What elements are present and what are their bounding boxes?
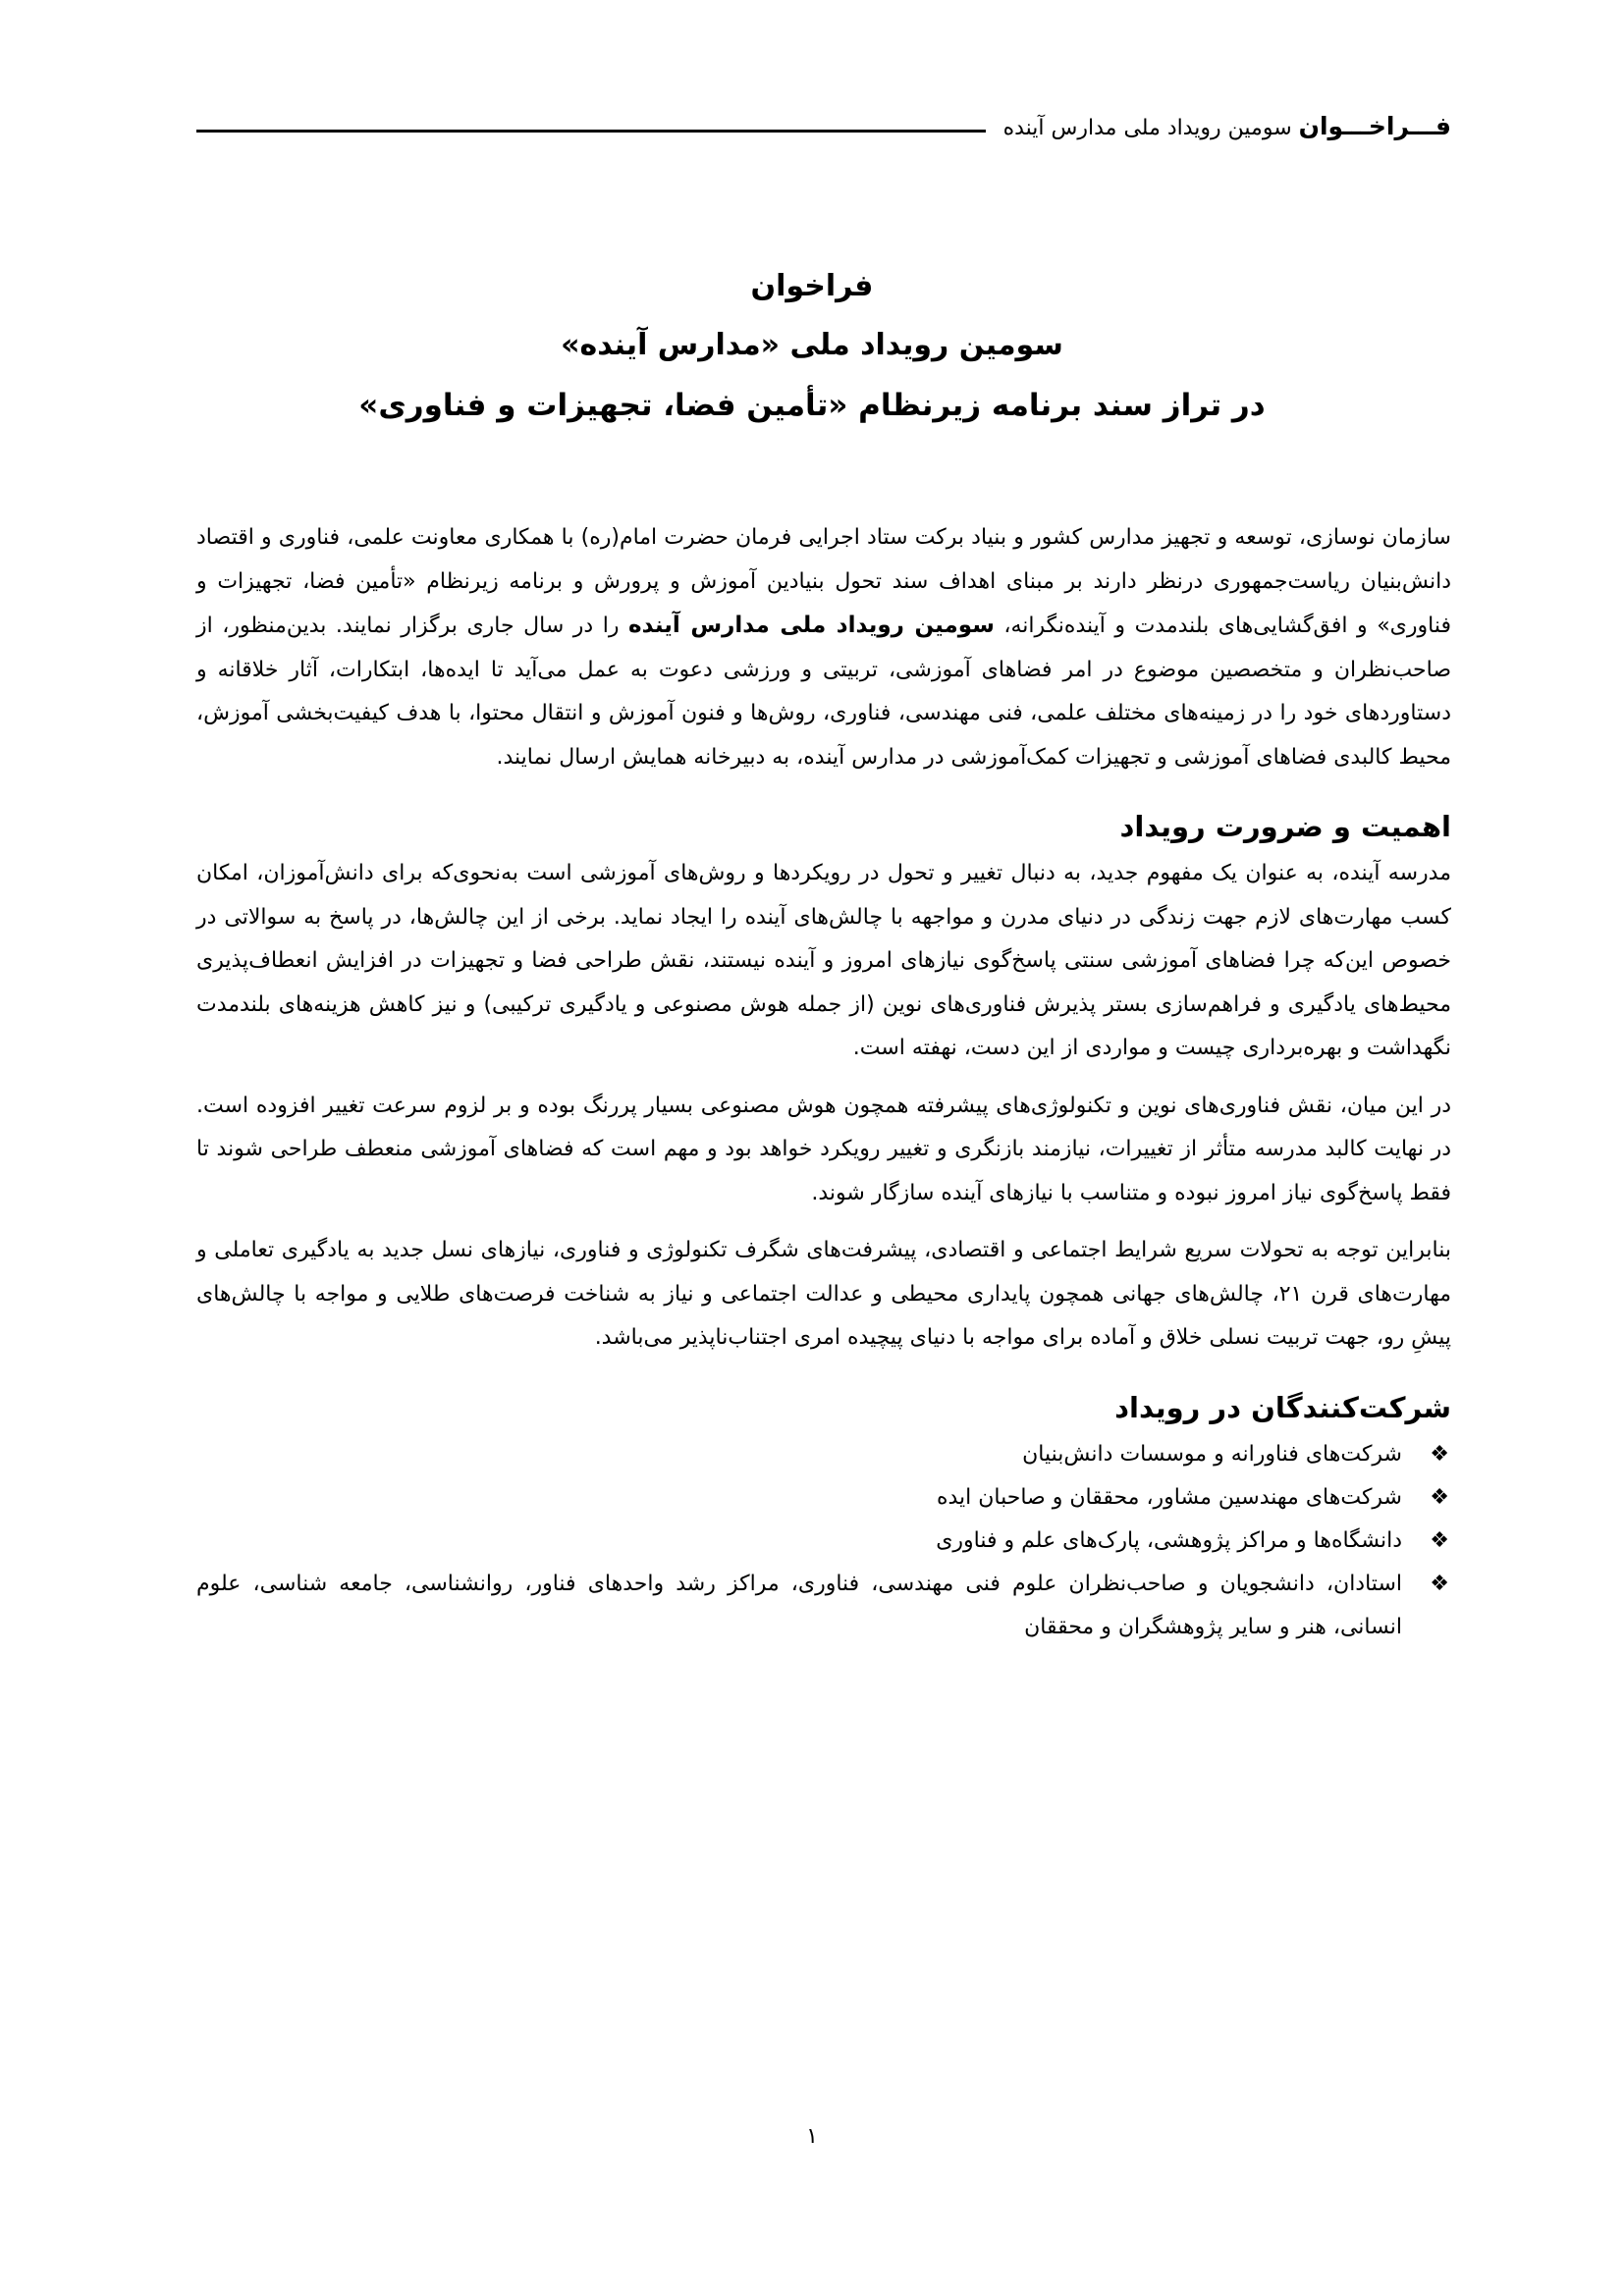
list-item — [196, 1563, 1451, 1649]
running-header-subtitle: سومین رویداد ملی مدارس آینده — [1002, 115, 1292, 140]
intro-text-part2: را در سال جاری برگزار نمایند. بدین‌منظور، از صاحب‌نظران و متخصصین موضوع در امر فضاهای آموزشی، تربیتی و ورزشی دعوت به عمل می‌آید تا ایده‌ها، ابتکارات، آثار خلاقانه و دستاوردهای خود را در زمینه‌های مختلف علمی، فنی مهندسی، فناوری، روش‌ها و فنون آموزش و انتقال محتوا، با هدف کیفیت‌بخشی آموزش، محیط کالبدی فضاهای آموزشی و تجهیزات کمک‌آموزشی در مدارس آینده، به دبیرخانه همایش ارسال نمایند. — [196, 614, 1451, 770]
running-header-label: فـــراخـــوان — [1298, 111, 1451, 140]
list-item-text: دانشگاه‌ها و مراکز پژوهشی، پارک‌های علم و فناوری — [936, 1527, 1402, 1553]
intro-text-part1: سازمان نوسازی، توسعه و تجهیز مدارس کشور و بنیاد برکت ستاد اجرایی فرمان حضرت امام(ره) با همکاری معاونت علمی، فناوری و اقتصاد دانش‌بنیان ریاست‌جمهوری درنظر دارند بر مبنای اهداف سند تحول بنیادین آموزش و پرورش و برنامه زیرنظام «تأمین فضا، تجهیزات و فناوری» و افق‌گشایی‌های بلندمدت و آینده‌نگرانه، — [196, 525, 1452, 638]
importance-paragraph-2: در این میان، نقش فناوری‌های نوین و تکنولوژی‌های پیشرفته همچون هوش مصنوعی بسیار پررنگ بوده و بر لزوم سرعت تغییر افزوده است. در نهایت کالبد مدرسه متأثر از تغییرات، نیازمند بازنگری و تغییر رویکرد خواهد بود و مهم است که فضاهای آموزشی منعطف طراحی شوند تا فقط پاسخ‌گوی نیاز امروز نبوده و متناسب با نیازهای آینده سازگار شوند. — [196, 1093, 1451, 1205]
title-subsystem: در تراز سند برنامه زیرنظام «تأمین فضا، تجهیزات و فناوری» — [358, 388, 1266, 423]
main-content — [196, 516, 1451, 1649]
page-number: ۱ — [806, 2124, 818, 2149]
importance-paragraph-1: مدرسه آینده، به عنوان یک مفهوم جدید، به دنبال تغییر و تحول در رویکردها و روش‌های آموزشی است به‌نحوی‌که برای دانش‌آموزان، امکان کسب مهارت‌های لازم جهت زندگی در دنیای مدرن و مواجهه با چالش‌های آینده را ایجاد نماید. برخی از این چالش‌ها، در پاسخ به سوالاتی در خصوص این‌که چرا فضاهای آموزشی سنتی پاسخ‌گوی نیازهای امروز و آینده نیستند، نقش طراحی فضا و تجهیزات در افزایش انعطاف‌پذیری محیط‌های یادگیری و فراهم‌سازی بستر پذیرش فناوری‌های نوین (از جمله هوش مصنوعی و یادگیری ترکیبی) و نیز کاهش هزینه‌های بلندمدت نگهداشت و بهره‌برداری چیست و مواردی از این دست، نهفته است. — [196, 861, 1451, 1060]
list-item-text: شرکت‌های مهندسین مشاور، محققان و صاحبان ایده — [936, 1484, 1402, 1510]
running-header-text — [986, 112, 1451, 140]
running-header — [196, 106, 1451, 145]
list-item — [196, 1520, 1451, 1563]
participants-list — [196, 1433, 1451, 1649]
title-call: فراخوان — [750, 269, 874, 303]
diamond-bullet-icon: ❖ — [1430, 1571, 1449, 1596]
diamond-bullet-icon: ❖ — [1430, 1441, 1449, 1467]
intro-paragraph — [196, 516, 1451, 779]
list-item — [196, 1433, 1451, 1476]
intro-event-name-bold: سومین رویداد ملی مدارس آینده — [628, 613, 995, 638]
list-item-text: شرکت‌های فناورانه و موسسات دانش‌بنیان — [1022, 1441, 1402, 1467]
title-event-name: سومین رویداد ملی «مدارس آینده» — [561, 328, 1063, 362]
diamond-bullet-icon: ❖ — [1430, 1484, 1449, 1510]
list-item-text: استادان، دانشجویان و صاحب‌نظران علوم فنی مهندسی، فناوری، مراکز رشد واحدهای فناور، روانشناسی، جامعه شناسی، علوم انسانی، هنر و سایر پژوهشگران و محققان — [196, 1571, 1402, 1639]
list-item — [196, 1476, 1451, 1520]
section-heading-importance: اهمیت و ضرورت رویداد — [1119, 810, 1451, 843]
importance-paragraph-3: بنابراین توجه به تحولات سریع شرایط اجتماعی و اقتصادی، پیشرفت‌های شگرف تکنولوژی و فناوری، نیازهای نسل جدید به یادگیری تعاملی و مهارت‌های قرن ۲۱، چالش‌های جهانی همچون پایداری محیطی و عدالت اجتماعی و نیاز به شناخت فرصت‌های طلایی و مواجه با چالش‌های پیشِ رو، جهت تربیت نسلی خلاق و آماده برای مواجه با دنیای پیچیده امری اجتناب‌ناپذیر می‌باشد. — [196, 1238, 1451, 1350]
header-rule — [196, 130, 986, 133]
section-heading-participants: شرکت‌کنندگان در رویداد — [1114, 1390, 1451, 1424]
title-block — [196, 257, 1428, 436]
diamond-bullet-icon: ❖ — [1430, 1527, 1449, 1553]
